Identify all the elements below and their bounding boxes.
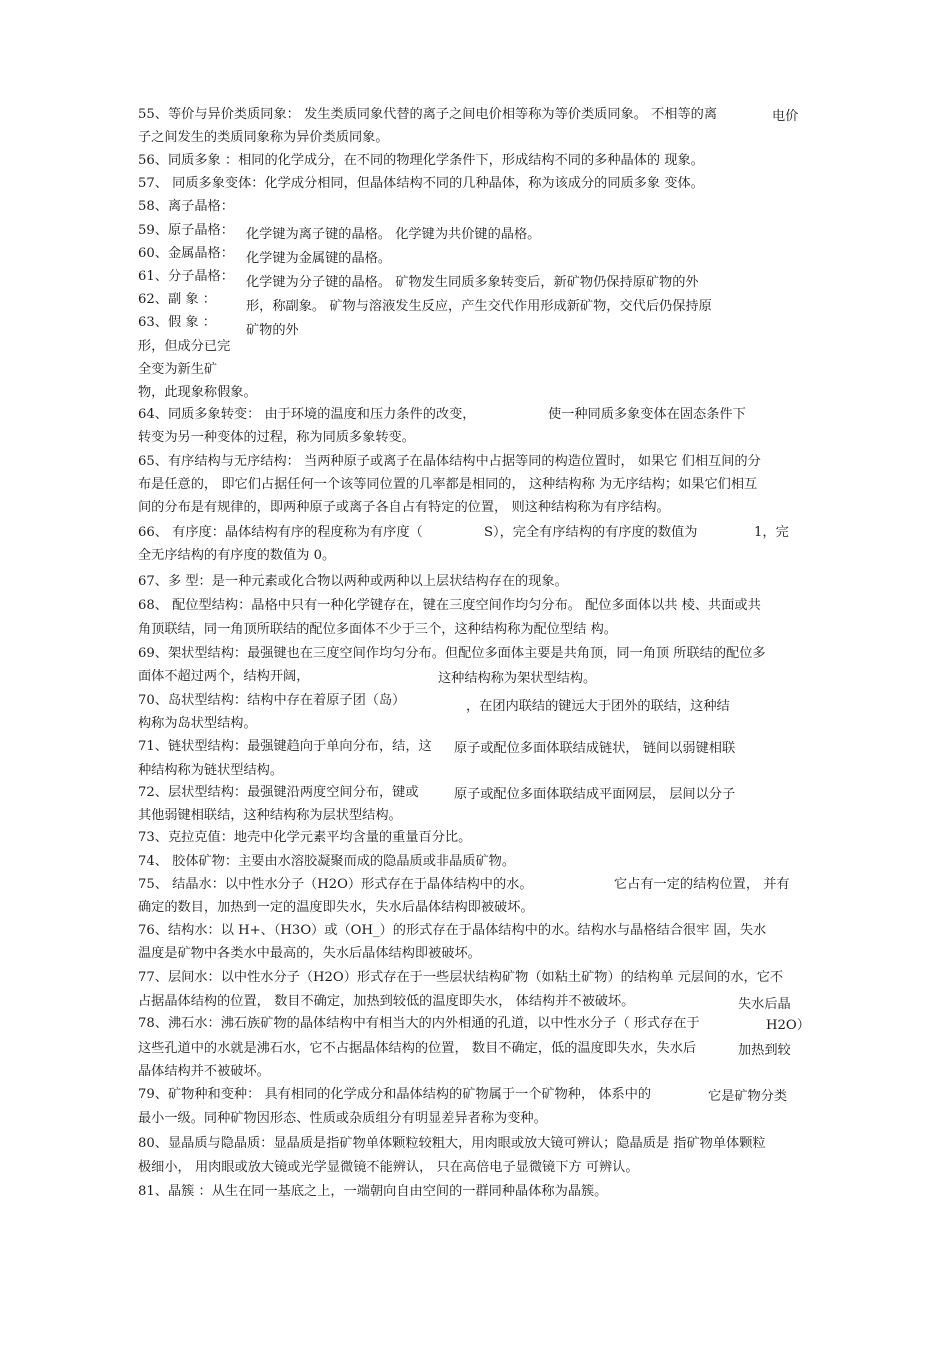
text-line: 全变为新生矿 — [138, 362, 218, 377]
text-line: 极细小， 用肉眼或放大镜或光学显微镜不能辨认， 只在高倍电子显微镜下方 可辨认。 — [138, 1160, 639, 1175]
text-line: H2O） — [766, 1018, 810, 1033]
text-line: 形，称副象。 矿物与溶液发生反应，产生交代作用形成新矿物，交代后仍保持原 — [246, 299, 712, 314]
text-line: 79、矿物种和变种： 具有相同的化学成分和晶体结构的矿物属于一个矿物种， 体系中的 — [138, 1087, 652, 1102]
text-line: 75、 结晶水：以中性水分子（H2O）形式存在于晶体结构中的水。 — [138, 877, 533, 892]
text-line: 种结构称为链状型结构。 — [138, 763, 284, 778]
text-line: 矿物的外 — [246, 323, 299, 338]
text-line: 形，但成分已完 — [138, 339, 231, 354]
text-line: 电价 — [772, 109, 799, 124]
text-line: 化学键为离子键的晶格。 化学键为共价键的晶格。 — [246, 227, 541, 242]
text-line: 62、副 象 ： — [138, 292, 216, 307]
text-line: 65、有序结构与无序结构： 当两种原子或离子在晶体结构中占据等同的构造位置时， 如果它 们相互间的分 — [138, 454, 761, 469]
text-line: 物，此现象称假象。 — [138, 385, 257, 400]
text-line: 面体不超过两个，结构开阔， — [138, 669, 310, 684]
text-line: 63、假 象 ： — [138, 315, 216, 330]
text-line: 81、晶簇 ：从生在同一基底之上，一端朝向自由空间的一群同种晶体称为晶簇。 — [138, 1184, 608, 1199]
text-line: 68、 配位型结构：晶格中只有一种化学键存在，键在三度空间作均匀分布。 配位多面体以共 棱、共面或共 — [138, 598, 761, 613]
text-line: 子之间发生的类质同象称为异价类质同象。 — [138, 130, 389, 145]
text-line: 73、克拉克值：地壳中化学元素平均含量的重量百分比。 — [138, 830, 472, 845]
text-line: 76、结构水：以 H+、（H3O）或（OH_）的形式存在于晶体结构中的水。结构水与晶格结合很牢 固，失水 — [138, 923, 767, 938]
text-line: 它是矿物分类 — [708, 1089, 788, 1104]
text-line: 67、多 型：是一种元素或化合物以两种或两种以上层状结构存在的现象。 — [138, 574, 568, 589]
text-line: 化学键为分子键的晶格。 矿物发生同质多象转变后，新矿物仍保持原矿物的外 — [246, 275, 699, 290]
text-line: 71、链状型结构：最强键趋向于单向分布，结，这 — [138, 739, 432, 754]
text-line: 化学键为金属键的晶格。 — [246, 251, 392, 266]
text-line: 其他弱键相联结，这种结构称为层状型结构。 — [138, 808, 402, 823]
text-line: 构称为岛状型结构。 — [138, 716, 257, 731]
text-line: 1，完 — [754, 525, 789, 540]
text-line: 温度是矿物中各类水中最高的，失水后晶体结构即被破坏。 — [138, 946, 481, 961]
text-line: 占据晶体结构的位置， 数目不确定，加热到较低的温度即失水， 体结构并不被破坏。 — [138, 994, 635, 1009]
text-line: 间的分布是有规律的，即两种原子或离子各自占有特定的位置， 则这种结构称为有序结构。 — [138, 500, 670, 515]
text-line: ，在团内联结的键远大于团外的联结，这种结 — [466, 699, 730, 714]
text-line: 布是任意的， 即它们占据任何一个该等同位置的几率都是相同的， 这种结构称 为无序结构；如果它们相互 — [138, 477, 758, 492]
text-line: 69、架状型结构：最强键也在三度空间作均匀分布。但配位多面体主要是共角顶，同一角顶 所联结的配位多 — [138, 646, 766, 661]
text-line: 59、原子晶格： — [138, 223, 234, 238]
text-line: 转变为另一种变体的过程，称为同质多象转变。 — [138, 430, 415, 445]
text-line: 56、同质多象 ：相同的化学成分，在不同的物理化学条件下，形成结构不同的多种晶体的 现象。 — [138, 153, 704, 168]
text-line: 57、 同质多象变体：化学成分相同，但晶体结构不同的几种晶体，称为该成分的同质多象 变体。 — [138, 176, 704, 191]
text-line: 它占有一定的结构位置， 并有 — [614, 877, 790, 892]
text-line: 原子或配位多面体联结成链状， 链间以弱键相联 — [454, 741, 736, 756]
text-line: 角顶联结，同一角顶所联结的配位多面体不少于三个，这种结构称为配位型结 构。 — [138, 622, 617, 637]
text-line: 60、金属晶格： — [138, 246, 234, 261]
text-line: 晶体结构并不被破坏。 — [138, 1064, 270, 1079]
text-line: 72、层状型结构：最强键沿两度空间分布，键或 — [138, 785, 419, 800]
text-line: 70、岛状型结构：结构中存在着原子团（岛） — [138, 693, 406, 708]
text-line: 64、同质多象转变： 由于环境的温度和压力条件的改变， — [138, 407, 476, 422]
text-line: 80、显晶质与隐晶质：显晶质是指矿物单体颗粒较粗大，用肉眼或放大镜可辨认；隐晶质是 指矿物单体颗粒 — [138, 1136, 766, 1151]
text-line: 使一种同质多象变体在固态条件下 — [548, 407, 746, 422]
text-line: 这种结构称为架状型结构。 — [438, 671, 597, 686]
text-line: 全无序结构的有序度的数值为 0。 — [138, 548, 336, 563]
text-line: 失水后晶 — [738, 997, 791, 1012]
text-line: 78、沸石水：沸石族矿物的晶体结构中有相当大的内外相通的孔道，以中性水分子（ 形式存在于 — [138, 1016, 700, 1031]
text-line: 77、层间水：以中性水分子（H2O）形式存在于一些层状结构矿物（如粘土矿物）的结构单 元层间的水，它不 — [138, 970, 784, 985]
text-line: 这些孔道中的水就是沸石水，它不占据晶体结构的位置， 数目不确定，低的温度即失水，失水后 — [138, 1041, 697, 1056]
text-line: 61、分子晶格： — [138, 269, 234, 284]
text-line: 58、离子晶格： — [138, 199, 234, 214]
text-line: 最小一级。同种矿物因形态、性质或杂质组分有明显差异者称为变种。 — [138, 1111, 547, 1126]
text-line: 74、 胶体矿物：主要由水溶胶凝聚而成的隐晶质或非晶质矿物。 — [138, 854, 516, 869]
text-line: 55、等价与异价类质同象： 发生类质同象代替的离子之间电价相等称为等价类质同象。 不相等的离 — [138, 107, 718, 122]
text-line: 确定的数目，加热到一定的温度即失水，失水后晶体结构即被破坏。 — [138, 900, 534, 915]
text-line: S），完全有序结构的有序度的数值为 — [484, 525, 698, 540]
text-line: 原子或配位多面体联结成平面网层， 层间以分子 — [454, 787, 736, 802]
text-line: 加热到较 — [738, 1043, 791, 1058]
text-line: 66、 有序度：晶体结构有序的程度称为有序度（ — [138, 525, 423, 540]
